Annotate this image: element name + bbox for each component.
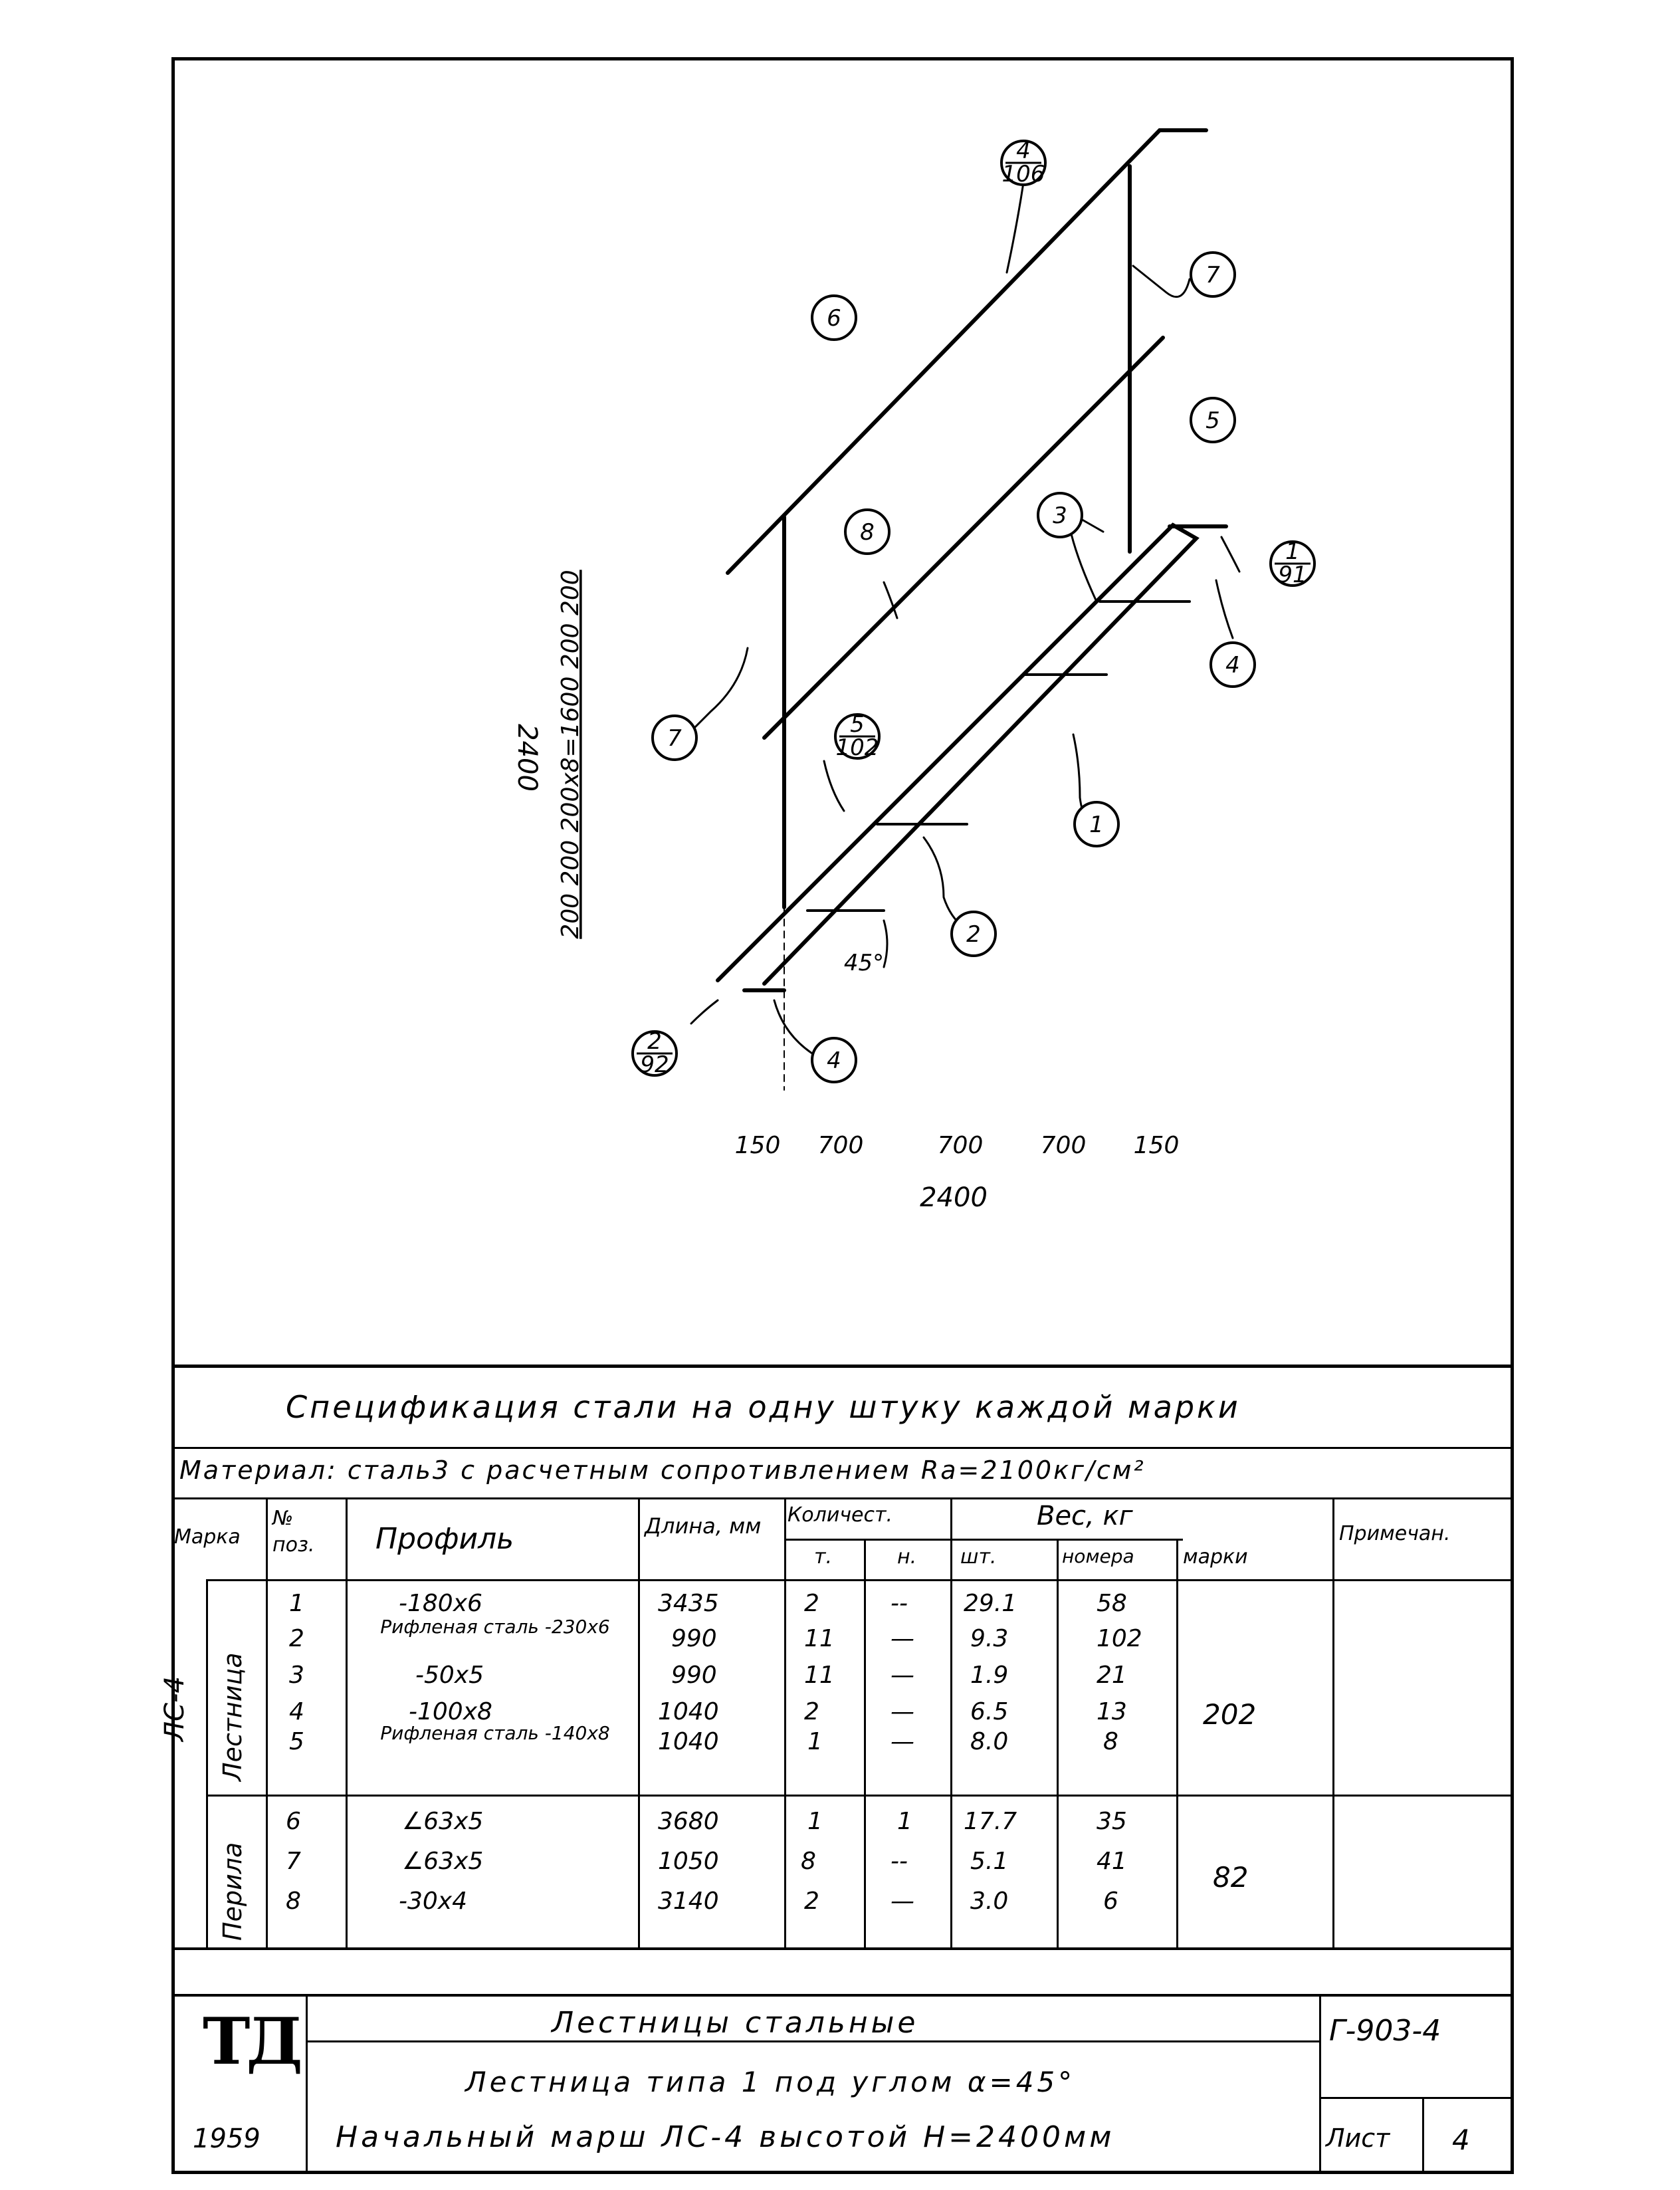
table-cell: -100х8	[409, 1698, 492, 1725]
callout-3: 3	[1053, 502, 1067, 529]
h-dim-3: 700	[937, 1132, 984, 1159]
callout-5-102-den: 102	[835, 734, 879, 761]
header-qty: Количест.	[788, 1503, 893, 1527]
table-cell: 990	[671, 1662, 717, 1689]
group-label-railing: Перила	[218, 1842, 247, 1941]
material-line: Материал: сталь3 с расчетным сопротивлением Rа=2100кг/см²	[179, 1456, 1146, 1485]
td-logo: ТД	[203, 2004, 299, 2079]
h-dim-5: 150	[1133, 1132, 1180, 1159]
table-cell: 17.7	[964, 1808, 1017, 1835]
callout-7-left: 7	[667, 725, 682, 752]
sheet-label: Лист	[1326, 2124, 1390, 2153]
angle-label: 45°	[843, 950, 885, 976]
table-cell: Рифленая сталь -140х8	[380, 1722, 610, 1744]
middle-rail	[764, 338, 1163, 738]
table-cell: 6.5	[970, 1698, 1009, 1725]
angle-arc	[884, 921, 887, 967]
header-qty-n: н.	[897, 1545, 917, 1569]
table-cell: 1050	[658, 1848, 719, 1875]
group-label-ladder: Лестница	[218, 1652, 247, 1781]
year: 1959	[193, 2124, 261, 2154]
table-cell: ∠63х5	[402, 1848, 484, 1875]
top-handrail	[728, 130, 1206, 573]
table-cell: 2	[804, 1590, 819, 1617]
callout-4-right: 4	[1225, 652, 1240, 679]
staircase-drawing	[175, 60, 1511, 1363]
table-cell: 2	[804, 1698, 819, 1725]
table-cell: 5.1	[970, 1848, 1009, 1875]
table-cell: 8	[1103, 1728, 1118, 1755]
table-cell: -50х5	[415, 1662, 484, 1689]
table-cell: 3.0	[970, 1888, 1009, 1915]
callout-2-92-den: 92	[640, 1051, 669, 1078]
table-cell: 58	[1097, 1590, 1127, 1617]
table-cell: 35	[1097, 1808, 1127, 1835]
table-cell: --	[891, 1848, 908, 1875]
callout-2-92-num: 2	[647, 1028, 662, 1055]
header-notes: Примечан.	[1339, 1522, 1451, 1545]
table-cell: 2	[804, 1888, 819, 1915]
table-cell: 1.9	[970, 1662, 1009, 1689]
callout-1-91-num: 1	[1285, 538, 1300, 565]
table-cell: 9.3	[970, 1625, 1009, 1652]
title-line-3: Начальный марш ЛС-4 высотой Н=2400мм	[336, 2120, 1115, 2154]
drawing-code: Г-903-4	[1329, 2014, 1441, 2048]
table-cell: —	[891, 1888, 914, 1915]
callout-5-top: 5	[1206, 407, 1220, 434]
table-cell: 8.0	[970, 1728, 1009, 1755]
table-cell: 11	[804, 1625, 835, 1652]
callout-7-top: 7	[1206, 262, 1220, 288]
title-line-1: Лестницы стальные	[552, 2006, 919, 2040]
table-cell: 21	[1097, 1662, 1127, 1689]
h-dim-total: 2400	[920, 1182, 988, 1213]
vertical-chain-dim: 200 200 200х8=1600 200 200	[557, 570, 584, 939]
table-cell: 13	[1097, 1698, 1127, 1725]
callout-6: 6	[827, 305, 841, 332]
table-cell: 6	[286, 1808, 301, 1835]
callout-5-102-num: 5	[850, 711, 865, 738]
table-cell: 1040	[658, 1698, 719, 1725]
vertical-total-dim: 2400	[512, 724, 542, 792]
table-cell: --	[891, 1590, 908, 1617]
table-cell: —	[891, 1698, 914, 1725]
header-pos: № поз.	[272, 1507, 315, 1557]
table-cell: 8	[801, 1848, 816, 1875]
header-marka: Марка	[174, 1525, 241, 1549]
header-qty-t: т.	[814, 1545, 833, 1569]
table-cell: 2	[289, 1625, 304, 1652]
table-cell: 3680	[658, 1808, 719, 1835]
table-cell: 11	[804, 1662, 835, 1689]
table-cell: -180х6	[399, 1590, 482, 1617]
table-cell: 6	[1103, 1888, 1118, 1915]
table-cell: 4	[289, 1698, 304, 1725]
table-cell: 5	[289, 1728, 304, 1755]
table-cell: 3	[289, 1662, 304, 1689]
header-w-items: номера	[1062, 1545, 1134, 1567]
table-cell: 1	[807, 1728, 823, 1755]
table-cell: —	[891, 1662, 914, 1689]
table-cell: 8	[286, 1888, 301, 1915]
h-dim-4: 700	[1040, 1132, 1087, 1159]
sheet-number: 4	[1452, 2124, 1470, 2156]
table-cell: 1	[897, 1808, 912, 1835]
table-cell: 3435	[658, 1590, 719, 1617]
mark-weight-railing: 82	[1213, 1861, 1249, 1894]
table-cell: Рифленая сталь -230х6	[380, 1616, 610, 1638]
callout-4-106-num: 4	[1016, 138, 1031, 164]
header-profile: Профиль	[375, 1522, 514, 1556]
table-cell: —	[891, 1625, 914, 1652]
table-cell: 41	[1097, 1848, 1127, 1875]
table-cell: 3140	[658, 1888, 719, 1915]
header-w-mark: марки	[1183, 1545, 1248, 1569]
table-cell: 1	[289, 1590, 304, 1617]
callout-2: 2	[966, 921, 981, 948]
table-cell: 29.1	[964, 1590, 1017, 1617]
h-dim-1: 150	[734, 1132, 781, 1159]
h-dim-2: 700	[817, 1132, 864, 1159]
table-cell: ∠63х5	[402, 1808, 484, 1835]
callout-1-91-den: 91	[1278, 562, 1307, 588]
mark-weight-ladder: 202	[1203, 1698, 1257, 1731]
title-line-2: Лестница типа 1 под углом α=45°	[465, 2066, 1076, 2098]
table-cell: 1040	[658, 1728, 719, 1755]
stringer	[718, 525, 1196, 984]
header-length: Длина, мм	[645, 1513, 762, 1539]
table-cell: 990	[671, 1625, 717, 1652]
table-cell: -30х4	[399, 1888, 468, 1915]
callout-8: 8	[860, 519, 875, 546]
table-cell: —	[891, 1728, 914, 1755]
header-weight: Вес, кг	[1037, 1501, 1133, 1531]
table-cell: 102	[1097, 1625, 1142, 1652]
table-cell: 7	[286, 1848, 301, 1875]
table-cell: 1	[807, 1808, 823, 1835]
callout-4-106-den: 106	[1001, 161, 1045, 187]
header-w-pc: шт.	[960, 1545, 997, 1569]
callout-1: 1	[1089, 812, 1104, 838]
mark-label: ЛС-4	[159, 1676, 190, 1741]
callout-4-bottom: 4	[827, 1047, 841, 1074]
spec-title: Спецификация стали на одну штуку каждой марки	[286, 1389, 1241, 1425]
